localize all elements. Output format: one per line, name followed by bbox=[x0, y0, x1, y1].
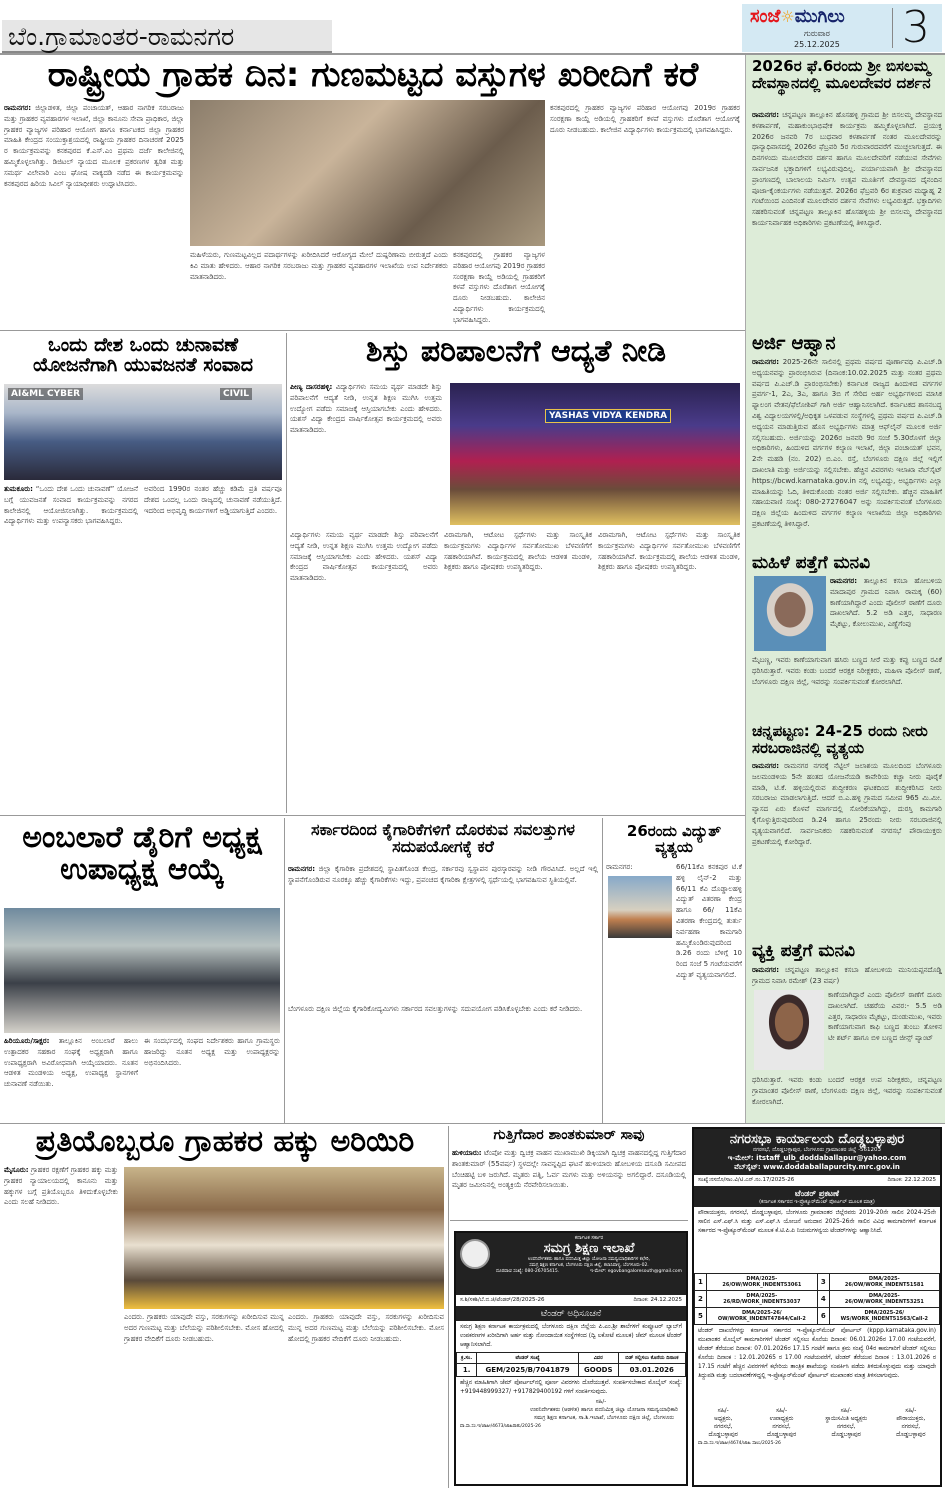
divider bbox=[0, 815, 745, 816]
ad-email: ಇ-ಮೇಲ್: itstaff_ulb_doddaballapur@yahoo.com bbox=[727, 1154, 907, 1162]
tender-footer: ಹೆಚ್ಚಿನ ಮಾಹಿತಿಗಾಗಿ ಜೆಮ್ ಪೋರ್ಟಲ್‌ನಲ್ಲಿ ಪೂರ್ಣ ವಿವರಗಳು ದೊರೆಯುತ್ತವೆ. ಸಂಪರ್ಕಿಸಬೇಕಾದ ಮೊಬೈಲ್ ಸಂಖ್ಯೆ: +919448999327/ +917829400192 ಗಳಿಗೆ ಸಂಪರ್ಕಿಸುವುದು. bbox=[460, 1380, 682, 1395]
divider bbox=[284, 818, 285, 1123]
karnataka-emblem-icon bbox=[460, 1239, 490, 1269]
signature: ಸಹಿ/- ಸ್ಥಾಯಿಸಮಿತಿ ಅಧ್ಯಕ್ಷರು ನಗರಸಭೆ, ದೊಡ್ಡಬಳ್ಳಾಪುರ bbox=[825, 1408, 868, 1438]
ad-ref-number: ಸಂಖ್ಯೆ:ನಸದೊ/ಸಾಂ.ವಿ/ಟಿ.ಎನ್.ನಂ.17/2025-26 bbox=[698, 1177, 795, 1183]
article-contractor-death-body: ಹುಳಿಯಾರು: ಟೆಂಪೋ ಮತ್ತು ದ್ವಿಚಕ್ರ ವಾಹನ ಮುಖಾಮುಖಿ ಡಿಕ್ಕಿಯಾಗಿ ದ್ವಿಚಕ್ರ ವಾಹನದಲ್ಲಿದ್ದ ಗುತ್ತಿಗೆದಾರ ಶಾಂತಕುಮಾರ್ (55ವರ್ಷ) ಸ್ಥಳದಲ್ಲೇ ಸಾವನ್ನಪ್ಪಿದ ಘಟನೆ ಹುಳಿಯಾರು ಹೋಬಳಿಯ ದಸೂಡಿ ಸಮೀಪದ ಬೆಂಚಿಹಟ್ಟಿ ಬಳಿ ಜರುಗಿದೆ. ಮೃತರು ಪತ್ನಿ, ಓರ್ವ ಮಗಳು ಮತ್ತು ಅಳಿಯನನ್ನು ಅಗಲಿದ್ದಾರೆ. ದಸೂಡಿಯಲ್ಲಿ ಮೃತರ ಜಮೀನಿನಲ್ಲಿ ಅಂತ್ಯಕ್ರಿಯೆ ನೆರವೇರಿಸಲಾಯಿತು. bbox=[452, 1149, 686, 1190]
ad-title: ಸಮಗ್ರ ಶಿಕ್ಷಣ ಇಲಾಖೆ bbox=[543, 1241, 635, 1256]
tender-table-header: ಕ್ರ.ಸಂ. ಟೆಂಡರ್ ಸಂಖ್ಯೆ ವಿವರ ಬಿಡ್ ಸಲ್ಲಿಸಲು ಕೊನೆಯ ದಿನಾಂಕ bbox=[457, 1353, 686, 1364]
ad-date: ದಿನಾಂಕ: 22.12.2025 bbox=[887, 1177, 936, 1183]
divider bbox=[448, 1126, 449, 1488]
tender-notice-subtitle: (ಕರ್ನಾಟಕ ಸರ್ಕಾರದ ಇ-ಪ್ರೊಕ್ಯೂರ್‌ಮೆಂಟ್ ಪೋರ್ಟಲ್ ಮೂಲಕ ಮಾತ್ರ) bbox=[759, 1199, 875, 1205]
article-one-nation-col2: ಅವರಿಂದ 1990ರ ನಂತರ ಹೆಚ್ಚು ಕಡಿಮೆ ಪ್ರತಿ ವರ್ಷವೂ ದೇಶದ ಒಂದಲ್ಲ ಒಂದು ರಾಜ್ಯದಲ್ಲಿ ಚುನಾವಣೆ ನಡೆಯುತ್ತಿದೆ. ಇದರಿಂದ ಅಭಿವೃದ್ಧಿ ಕಾರ್ಯಗಳಿಗೆ ಅಡ್ಡಿಯಾಗುತ್ತಿದೆ ಎಂದರು. bbox=[144, 485, 282, 515]
brief-missing-man-body-beside: ಕಾಣೆಯಾಗಿದ್ದಾರೆ ಎಂದು ಪೊಲೀಸ್ ಠಾಣೆಗೆ ದೂರು ದಾಖಲಾಗಿದೆ. ಚಹರೆಯ ವಿವರ:- 5.5 ಅಡಿ ಎತ್ತರ, ಸಾಧಾರಣ ಮೈಕಟ್ಟು, ದುಂಡುಮುಖ, ಇವರು ಕಾಣೆಯಾಗುವಾಗ ಕಾಫಿ ಬಣ್ಣದ ತುಂಬು ತೋಳಿನ ಟೀ ಶರ್ಟ್ ಹಾಗೂ ಬಿಳಿ ಬಣ್ಣದ ಜೀನ್ಸ್ ಪ್ಯಾಂಟ್ bbox=[828, 991, 942, 1043]
brief-missing-woman-body: ರಾಮನಗರ: ತಾಲ್ಲೂಕಿನ ಕಸಬಾ ಹೋಬಳಿಯ ಮಾದಾಪುರ ಗ್ರಾಮದ ನಿವಾಸಿ ರಾಮಕ್ಕ (60) ಕಾಣೆಯಾಗಿದ್ದಾರೆ ಎಂದು ಪೊಲೀಸ್ ಠಾಣೆಗೆ ದೂರು ದಾಖಲಾಗಿದೆ. 5.2 ಅಡಿ ಎತ್ತರ, ಸಾಧಾರಣ ಮೈಕಟ್ಟು, ಕೋಲುಮುಖ, ಎಣ್ಣೆಗೆಂಪು bbox=[830, 577, 942, 629]
indent-row: 1 DMA/2025-26/OW/WORK_INDENT53061 3 DMA/2025-26/OW/WORK_INDENT51581 bbox=[695, 1274, 940, 1291]
article-consumer-rights-col3: ಎಂದರು. ಗ್ರಾಹಕರು ಯಾವುದೇ ವಸ್ತು, ಸರಕುಗಳನ್ನು ಖರೀದಿಸುವ ಮುನ್ನ ಅದರ ಗುಣಮಟ್ಟ ಮತ್ತು ಬೆಲೆಯನ್ನು ಪರಿಶೀಲಿಸಬೇಕು. ಮೋಸ ಹೋದಲ್ಲಿ ಗ್ರಾಹಕರ ವೇದಿಕೆಗೆ ದೂರು ನೀಡಬಹುದು. bbox=[288, 1313, 444, 1343]
headline-contractor-death: ಗುತ್ತಿಗೆದಾರ ಶಾಂತಕುಮಾರ್ ಸಾವು bbox=[493, 1127, 645, 1143]
divider bbox=[286, 333, 287, 813]
sidebar-briefs bbox=[745, 55, 945, 1123]
brand-divider bbox=[892, 8, 893, 48]
page-number: 3 bbox=[902, 2, 930, 53]
signature: ಸಹಿ/- ಅಧ್ಯಕ್ಷರು, ನಗರಸಭೆ, ದೊಡ್ಡಬಳ್ಳಾಪುರ bbox=[708, 1408, 738, 1438]
headline-temple-darshan: 2026ರ ಫೆ.6ರಂದು ಶ್ರೀ ಬಿಸಲಮ್ಮ ದೇವಸ್ಥಾನದಲ್ಲಿ ಮೂಲದೇವರ ದರ್ಶನ bbox=[752, 57, 931, 92]
signatory: ಉಪನಿರ್ದೇಶಕರು (ಆಡಳಿತ) ಹಾಗೂ ಪದನಿಮಿತ್ತ ಜಿಲ್ಲಾ ಯೋಜನಾ ಸಮನ್ವಯಾಧಿಕಾರಿ ಸಮಗ್ರ ಶಿಕ್ಷಣ ಕರ್ನಾಟಕ, ಸಾ.ಶಿ.ಇಲಾಖೆ, ಬೆಂಗಳೂರು ದಕ್ಷಿಣ ಜಿಲ್ಲೆ, ಬೆಂಗಳೂರು bbox=[530, 1407, 678, 1421]
divider bbox=[0, 330, 745, 331]
ad-header: ನಗರಸಭಾ ಕಾರ್ಯಾಲಯ ದೊಡ್ಡಬಳ್ಳಾಪುರ ನಗರಸಭೆ, ದೊಡ್ಡಬಳ್ಳಾಪುರ, ಬೆಂಗಳೂರು ಗ್ರಾಮಾಂತರ ಜಿಲ್ಲೆ -561203 ಇ-ಮೇಲ್: itstaff_ulb_doddaballapur@yahoo.com ವೆಬ್‌ಸೈಟ್: www.doddaballapurcity.mrc.gov.in bbox=[694, 1129, 940, 1175]
ad-ref-number: ಸ.ಶಿ/ಸಕಶಿ/ಬೆ.ದ.ಜಿ/ಟೆಂಡರ್/28/2025-26 bbox=[460, 1297, 545, 1303]
brief-missing-man-body-cont: ಧರಿಸಿರುತ್ತಾರೆ. ಇವರು ಕಂಡು ಬಂದರೆ ಆರಕ್ಷಕ ಉಪ ನಿರೀಕ್ಷಕರು, ಚನ್ನಪಟ್ಟಣ ಗ್ರಾಮಾಂತರ ಪೊಲೀಸ್ ಠಾಣೆ, ಬೆಂಗಳೂರು ದಕ್ಷಿಣ ಜಿಲ್ಲೆ, ಇವರನ್ನು ಸಂಪರ್ಕಿಸುವಂತೆ ಕೋರಲಾಗಿದೆ. bbox=[752, 1076, 942, 1106]
article-discipline-col3: ವಿರಾಮಗಾಗಿ, ಆಟೋಟ ಸ್ಪರ್ಧೆಗಳು ಮತ್ತು ಸಾಂಸ್ಕೃತಿಕ ಕಾರ್ಯಕ್ರಮಗಳು ವಿದ್ಯಾರ್ಥಿಗಳ ಸರ್ವತೋಮುಖ ಬೆಳವಣಿಗೆಗೆ ಸಹಕಾರಿಯಾಗಿವೆ. ಕಾರ್ಯಕ್ರಮದಲ್ಲಿ ಶಾಲೆಯ ಆಡಳಿತ ಮಂಡಳಿ, ಶಿಕ್ಷಕರು ಹಾಗೂ ಪೋಷಕರು ಉಪಸ್ಥಿತರಿದ್ದರು. bbox=[598, 531, 740, 572]
article-power-cut-dateline: ರಾಮನಗರ: bbox=[606, 863, 633, 871]
indent-table bbox=[694, 1273, 940, 1325]
article-discipline-intro: ಪೀಣ್ಯ ದಾಸರಹಳ್ಳಿ: ವಿದ್ಯಾರ್ಥಿಗಳು ಸಮಯ ವ್ಯರ್ಥ ಮಾಡದೇ ಶಿಸ್ತು ಪರಿಪಾಲನೆಗೆ ಆದ್ಯತೆ ನೀಡಿ, ಉನ್ನತ ಶಿಕ್ಷಣ ಮುಗಿಸಿ ಉತ್ತಮ ಉದ್ಯೋಗ ಪಡೆದು ಸಮಾಜಕ್ಕೆ ಆಸ್ತಿಯಾಗಬೇಕು ಎಂದು ಹೇಳಿದರು. ಯಶಸ್ ವಿದ್ಯಾ ಕೇಂದ್ರದ ವಾರ್ಷಿಕೋತ್ಸವ ಕಾರ್ಯಕ್ರಮದಲ್ಲಿ ಅವರು ಮಾತನಾಡಿದರು. bbox=[290, 383, 442, 435]
issue-date: 25.12.2025 bbox=[794, 40, 840, 49]
divider bbox=[450, 1220, 688, 1221]
article-consumer-day-col2b: ಕನಕಪುರದಲ್ಲಿ ಗ್ರಾಹಕರ ವ್ಯಾಜ್ಯಗಳ ಪರಿಹಾರ ಆಯೋಗವು 2019ರ ಗ್ರಾಹಕರ ಸಂರಕ್ಷಣಾ ಕಾಯ್ದೆ ಅಡಿಯಲ್ಲಿ ಗ್ರಾಹಕರಿಗೆ ಕಳಪೆ ವಸ್ತುಗಳು ದೊರೆತಾಗ ಆಯೋಗಕ್ಕೆ ದೂರು ನೀಡಬಹುದು. ಕಾಲೇಜಿನ ವಿದ್ಯಾರ್ಥಿಗಳು ಕಾರ್ಯಕ್ರಮದಲ್ಲಿ ಭಾಗವಹಿಸಿದ್ದರು. bbox=[453, 251, 545, 324]
headline-dairy-election: ಅಂಬಲಾರೆ ಡೈರಿಗೆ ಅಧ್ಯಕ್ಷ ಉಪಾಧ್ಯಕ್ಷ ಆಯ್ಕೆ bbox=[22, 820, 262, 887]
article-dairy-col2: ಈ ಸಂದರ್ಭದಲ್ಲಿ ಸಂಘದ ನಿರ್ದೇಶಕರು ಹಾಗೂ ಗ್ರಾಮಸ್ಥರು ಹಾಜರಿದ್ದು ನೂತನ ಅಧ್ಯಕ್ಷ ಮತ್ತು ಉಪಾಧ್ಯಕ್ಷರನ್ನು ಅಭಿನಂದಿಸಿದರು. bbox=[144, 1037, 280, 1067]
palm-sun-icon: ☼ bbox=[780, 7, 795, 26]
article-dairy-col1: ಹಿರಿಯೂರು/ಸಾಕ್ಷರ: ತಾಲ್ಲೂಕಿನ ಅಂಬಲಾರೆ ಹಾಲು ಉತ್ಪಾದಕರ ಸಹಕಾರ ಸಂಘಕ್ಕೆ ಅಧ್ಯಕ್ಷರಾಗಿ ಹಾಗೂ ಉಪಾಧ್ಯಕ್ಷರಾಗಿ ಅವಿರೋಧವಾಗಿ ಆಯ್ಕೆಯಾದರು. ನೂತನ ಆಡಳಿತ ಮಂಡಳಿಯ ಅಧ್ಯಕ್ಷ, ಉಪಾಧ್ಯಕ್ಷ ಸ್ಥಾನಗಳಿಗೆ ಚುನಾವಣೆ ನಡೆಯಿತು. bbox=[4, 1037, 138, 1089]
divider bbox=[602, 818, 603, 1123]
headline-missing-woman: ಮಹಿಳೆ ಪತ್ತೆಗೆ ಮನವಿ bbox=[752, 553, 871, 573]
article-power-cut-body: 66/11ಕೆವಿ ಕನಕಪುರ ಟಿ.ಕೆ ಹಳ್ಳಿ ಲೈನ್-2 ಮತ್ತು 66/11 ಕೆವಿ ದೊಡ್ಡಾಲಹಳ್ಳಿ ವಿದ್ಯುತ್ ವಿತರಣಾ ಕೇಂದ್ರ ಹಾಗೂ 66/ 11ಕೆವಿ ವಿತರಣಾ ಕೇಂದ್ರದಲ್ಲಿ ತುರ್ತು ನಿರ್ವಹಣಾ ಕಾಮಗಾರಿ ಹಮ್ಮಿಕೊಂಡಿರುವುದರಿಂದ ಡಿ.26 ರಂದು ಬೆಳಿಗ್ಗೆ 10 ರಿಂದ ಸಂಜೆ 5 ಗಂಟೆಯವರೆಗೆ ವಿದ್ಯುತ್ ವ್ಯತ್ಯಯವಾಗಲಿದೆ. bbox=[676, 863, 742, 979]
photo-missing-man bbox=[754, 990, 824, 1070]
brief-missing-man-body: ರಾಮನಗರ: ಚನ್ನಪಟ್ಟಣ ತಾಲ್ಲೂಕಿನ ಕಸಬಾ ಹೋಬಳಿಯ ಮುನಿಯಪ್ಪನದೊಡ್ಡಿ ಗ್ರಾಮದ ನಿವಾಸಿ ರಮೇಶ್ (23 ವರ್ಷ) bbox=[752, 966, 942, 985]
tender-notice-title: ಟೆಂಡರ್ ಅಧಿಸೂಚನೆ bbox=[456, 1307, 686, 1321]
article-consumer-rights-col2: ಎಂದರು. ಗ್ರಾಹಕರು ಯಾವುದೇ ವಸ್ತು, ಸರಕುಗಳನ್ನು ಖರೀದಿಸುವ ಮುನ್ನ ಅದರ ಗುಣಮಟ್ಟ ಮತ್ತು ಬೆಲೆಯನ್ನು ಪರಿಶೀಲಿಸಬೇಕು. ಮೋಸ ಹೋದಲ್ಲಿ ಗ್ರಾಹಕರ ವೇದಿಕೆಗೆ ದೂರು ನೀಡಬಹುದು. bbox=[124, 1313, 284, 1343]
photo-missing-woman bbox=[754, 576, 826, 651]
article-one-nation-col1: ತುಮಕೂರು: “ಒಂದು ದೇಶ ಒಂದು ಚುನಾವಣೆ” ಯೋಜನೆ ಬಗ್ಗೆ ಯುವಜನತೆ ಸಂವಾದ ಕಾರ್ಯಕ್ರಮವನ್ನು ನಗರದ ಕಾಲೇಜಿನಲ್ಲಿ ಆಯೋಜಿಸಲಾಗಿತ್ತು. ಕಾರ್ಯಕ್ರಮದಲ್ಲಿ ವಿದ್ಯಾರ್ಥಿಗಳು ಮತ್ತು ಉಪನ್ಯಾಸಕರು ಭಾಗವಹಿಸಿದ್ದರು. bbox=[4, 485, 138, 526]
photo-youth-dialogue: AI&ML CYBER CIVIL bbox=[4, 384, 282, 480]
headline-power-cut: 26ರಂದು ವಿದ್ಯುತ್ ವ್ಯತ್ಯಯ bbox=[626, 822, 722, 856]
photo-power-towers bbox=[608, 876, 672, 938]
tender-notice-title: ಟೆಂಡರ್ ಪ್ರಕಟಣೆ bbox=[795, 1189, 839, 1198]
headline-consumer-day: ರಾಷ್ಟ್ರೀಯ ಗ್ರಾಹಕ ದಿನ: ಗುಣಮಟ್ಟದ ವಸ್ತುಗಳ ಖರೀದಿಗೆ ಕರೆ bbox=[47, 55, 699, 95]
headline-water-supply: ಚನ್ನಪಟ್ಟಣ: 24-25 ರಂದು ನೀರು ಸರಬರಾಜಿನಲ್ಲಿ ವ್ಯತ್ಯಯ bbox=[752, 722, 928, 757]
article-industries-col2: ಬೆಂಗಳೂರು ದಕ್ಷಿಣ ಜಿಲ್ಲೆಯ ಕೈಗಾರಿಕೋದ್ಯಮಿಗಳು ಸರ್ಕಾರದ ಸವಲತ್ತುಗಳನ್ನು ಸದುಪಯೋಗ ಪಡಿಸಿಕೊಳ್ಳಬೇಕು ಎಂದು ಕರೆ ನೀಡಿದರು. bbox=[288, 1005, 583, 1013]
tender-table bbox=[456, 1352, 686, 1377]
photo-consumer-day-event bbox=[190, 100, 545, 246]
headline-one-nation-one-election: ಒಂದು ದೇಶ ಒಂದು ಚುನಾವಣೆ ಯೋಜನೆಗಾಗಿ ಯುವಜನತೆ ಸಂವಾದ bbox=[33, 334, 253, 376]
headline-missing-man: ವ್ಯಕ್ತಿ ಪತ್ತೆಗೆ ಮನವಿ bbox=[752, 941, 855, 961]
article-discipline-col2: ವಿರಾಮಗಾಗಿ, ಆಟೋಟ ಸ್ಪರ್ಧೆಗಳು ಮತ್ತು ಸಾಂಸ್ಕೃತಿಕ ಕಾರ್ಯಕ್ರಮಗಳು ವಿದ್ಯಾರ್ಥಿಗಳ ಸರ್ವತೋಮುಖ ಬೆಳವಣಿಗೆಗೆ ಸಹಕಾರಿಯಾಗಿವೆ. ಕಾರ್ಯಕ್ರಮದಲ್ಲಿ ಶಾಲೆಯ ಆಡಳಿತ ಮಂಡಳಿ, ಶಿಕ್ಷಕರು ಹಾಗೂ ಪೋಷಕರು ಉಪಸ್ಥಿತರಿದ್ದರು. bbox=[444, 531, 592, 572]
photo-consumer-rights-event bbox=[124, 1167, 444, 1309]
tender-intro: ಪೌರಾಯುಕ್ತರು, ನಗರಸಭೆ, ದೊಡ್ಡಬಳ್ಳಾಪುರ, ಬೆಂಗಳೂರು ಗ್ರಾಮಾಂತರ ಜಿಲ್ಲೆರವರು 2019-20ನೇ ಸಾಲಿನ 2024-25ನೇ ಸಾಲಿನ ಎಸ್.ಎಫ್.ಸಿ ಮತ್ತು ಎಸ್.ಎಫ್.ಸಿ ಯೋಜನೆ ಅನುದಾನ 2025-26ನೇ ಸಾಲಿನ ವಿವಿಧ ಕಾಮಗಾರಿಗಳಿಗೆ ಕರ್ನಾಟಕ ಸರ್ಕಾರದ ಇ-ಪ್ರೊಕ್ಯೂರ್‌ಮೆಂಟ್ ಮೂಲಕ ಕೆ.ಟಿ.ಪಿ.ಪಿ ನಿಯಮಗಳನ್ವಯ ಟೆಂಡರ್‌ಗಳನ್ನು ಆಹ್ವಾನಿಸಿದೆ. bbox=[698, 1210, 936, 1234]
ad-samagra-shikshana-tender bbox=[454, 1231, 688, 1486]
brief-temple-body: ರಾಮನಗರ: ಚನ್ನಪಟ್ಟಣ ತಾಲ್ಲೂಕಿನ ಹೊಸಹಳ್ಳಿ ಗ್ರಾಮದ ಶ್ರೀ ಬಿಸಲಮ್ಮ ದೇವಸ್ಥಾನದ ಕಳಶಾರ್ಪಣೆ, ಮಹಾಕುಂಭಾಭಿಷೇಕ ಕಾರ್ಯಕ್ರಮ ಹಮ್ಮಿಕೊಳ್ಳಲಾಗಿದೆ. ಪ್ರಯುಕ್ತ 2026ರ ಜನವರಿ 7ರ ಬುಧವಾರ ಕಳಶಾರ್ಪಣೆ ನಂತರ ಮೂಲದೇವರನ್ನು ಧಾನ್ಯಾಧಿವಾಸದಲ್ಲಿ 2026ರ ಫೆಬ್ರವರಿ 5ರ ಗುರುವಾರದವರೆಗೆ ಮುಚ್ಚಲಾಗುತ್ತದೆ. ಈ ದಿನಗಳಂದು ಮೂಲದೇವರ ದರ್ಶನ ಹಾಗೂ ಮೂಲದೇವರಿಗೆ ನಡೆಯುವ ಸೇವೆಗಳು ಸಾರ್ವಜನಿಕ ಭಕ್ತಾದಿಗಳಿಗೆ ಲಭ್ಯವಿರುವುದಿಲ್ಲ. ಪರ್ಯಾಯವಾಗಿ ಶ್ರೀ ದೇವಸ್ಥಾನದ ಪ್ರಾಂಗಣದಲ್ಲಿ ಬಾಲಾಲಯ ನಿರ್ಮಿಸಿ ಉತ್ಸವ ಮೂರ್ತಿಗೆ ದೇವಸ್ಥಾನದ ದೈನಂದಿನ ಪೂಜಾ-ಕೈಂಕರ್ಯಗಳು ನಡೆಯುತ್ತವೆ. 2026ರ ಫೆಬ್ರವರಿ 6ರ ಶುಕ್ರವಾರ ಮಧ್ಯಾಹ್ನ 2 ಗಂಟೆಯಿಂದ ಎಂದಿನಂತೆ ಮೂಲದೇವರ ದರ್ಶನ ಸೇವೆಗಳು ಲಭ್ಯವಿರುತ್ತದೆ. ಭಕ್ತಾದಿಗಳು ಸಹಕರಿಸುವಂತೆ ಚನ್ನಪಟ್ಟಣ ತಾಲ್ಲೂಕಿನ ಹೊಸಹಳ್ಳಿಯ ಶ್ರೀ ಬಿಸಲಮ್ಮ ದೇವಸ್ಥಾನದ ಕಾರ್ಯನಿರ್ವಾಹಕ ಅಧಿಕಾರಿಗಳು ಪ್ರಕಟಣೆಯಲ್ಲಿ ತಿಳಿಸಿದ್ದಾರೆ. bbox=[752, 111, 942, 227]
headline-application-invitation: ಅರ್ಜಿ ಆಹ್ವಾನ bbox=[752, 333, 836, 354]
headline-industries: ಸರ್ಕಾರದಿಂದ ಕೈಗಾರಿಕೆಗಳಿಗೆ ದೊರಕುವ ಸವಲತ್ತುಗಳ ಸದುಪಯೋಗಕ್ಕೆ ಕರೆ bbox=[311, 820, 575, 856]
ad-date: ದಿನಾಂಕ: 24.12.2025 bbox=[633, 1297, 682, 1303]
ad-website: ವೆಬ್‌ಸೈಟ್: www.doddaballapurcity.mrc.gov.in bbox=[734, 1163, 900, 1171]
page-masthead bbox=[0, 0, 945, 55]
ad-header: ಕರ್ನಾಟಕ ಸರ್ಕಾರ ಸಮಗ್ರ ಶಿಕ್ಷಣ ಇಲಾಖೆ ಉಪನಿರ್ದೇಶಕರು ಹಾಗೂ ಪದನಿಮಿತ್ತ ಜಿಲ್ಲಾ ಯೋಜನಾ ಸಮನ್ವಯಾಧಿಕಾರಿಗಳ ಕಛೇರಿ, ಸಮಗ್ರ ಶಿಕ್ಷಣ ಕರ್ನಾಟಕ, ಬೆಂಗಳೂರು ದಕ್ಷಿಣ ಜಿಲ್ಲೆ, ಕಲಾಸಿಪಾಳ್ಯ, ಬೆಂಗಳೂರು-02. ದೂರವಾಣಿ ಸಂಖ್ಯೆ: 080-26705415. ಇ-ಮೇಲ್: egovbangaloresouth@gmail.com bbox=[456, 1233, 686, 1295]
tender-notice-body: ಸಮಗ್ರ ಶಿಕ್ಷಣ ಕರ್ನಾಟಕ ಕಾರ್ಯಕ್ರಮದಲ್ಲಿ ಬೆಂಗಳೂರು ದಕ್ಷಿಣ ಜಿಲ್ಲೆಯ ಪಿ.ಎಂ.ಶ್ರೀ ಶಾಲೆಗಳಿಗೆ ಕಂಪ್ಯೂಟರ್ ಲ್ಯಾಬ್‌ಗೆ ಉಪಕರಣಗಳ ಖರೀದಿಗಾಗಿ ಅರ್ಹ ಮತ್ತು ನೋಂದಾಯಿತ ಸಂಸ್ಥೆಗಳಿಂದ (ದ್ವಿ ಲಕೋಟೆ ಮೂಲಕ) ಜೆಮ್ ಮೂಲಕ ಟೆಂಡರ್ ಆಹ್ವಾನಿಸಲಾಗಿದೆ. bbox=[460, 1324, 682, 1348]
article-consumer-day-col1: ರಾಮನಗರ: ಜಿಲ್ಲಾಡಳಿತ, ಜಿಲ್ಲಾ ಪಂಚಾಯತ್, ಆಹಾರ ನಾಗರಿಕ ಸರಬರಾಜು ಮತ್ತು ಗ್ರಾಹಕರ ವ್ಯವಹಾರಗಳ ಇಲಾಖೆ, ಜಿಲ್ಲಾ ಕಾನೂನು ಸೇವಾ ಪ್ರಾಧಿಕಾರ, ಜಿಲ್ಲಾ ಗ್ರಾಹಕರ ವ್ಯಾಜ್ಯಗಳ ಪರಿಹಾರ ಆಯೋಗ ಹಾಗೂ ಕರ್ನಾಟಕದ ಜಿಲ್ಲಾ ಗ್ರಾಹಕರ ಮಾಹಿತಿ ಕೇಂದ್ರದ ಸಂಯುಕ್ತಾಶ್ರಯದಲ್ಲಿ ರಾಷ್ಟ್ರೀಯ ಗ್ರಾಹಕರ ದಿನಾಚರಣೆ 2025 ರ ಕಾರ್ಯಕ್ರಮವನ್ನು ಕನಕಪುರದ ಕೆ.ಎಸ್.ಎಂ ಪ್ರಥಮ ದರ್ಜೆ ಕಾಲೇಜಿನಲ್ಲಿ ಹಮ್ಮಿಕೊಳ್ಳಲಾಗಿತ್ತು. ಡಿಜಿಟಲ್ ನ್ಯಾಯದ ಮೂಲಕ ಪ್ರಕರಣಗಳ ತ್ವರಿತ ಮತ್ತು ಸಮರ್ಥ ವಿಲೇವಾರಿ ಎಂಬ ಘೋಷ ವಾಕ್ಯದಡಿ ನಡೆದ ಈ ಕಾರ್ಯಕ್ರಮವನ್ನು ಕನಕಪುರದ ಹಿರಿಯ ಸಿವಿಲ್ ನ್ಯಾಯಾಧೀಶರು ಉದ್ಘಾಟಿಸಿದರು. bbox=[4, 104, 184, 188]
brief-application-body: ರಾಮನಗರ: 2025-26ನೇ ಸಾಲಿನಲ್ಲಿ ಪ್ರಥಮ ವರ್ಷದ ಪೂರ್ಣಾವಧಿ ಪಿ.ಎಚ್.ಡಿ ಅಧ್ಯಯನವನ್ನು ಪ್ರಾರಂಭಿಸಿರುವ (ದಿನಾಂಕ:10.02.2025 ಮತ್ತು ನಂತರ ಪ್ರಥಮ ವರ್ಷದ ಪಿ.ಎಚ್.ಡಿ ಪ್ರಾರಂಭಿಸಬೇಕು) ಕರ್ನಾಟಕ ರಾಜ್ಯದ ಹಿಂದುಳಿದ ವರ್ಗಗಳ ಪ್ರವರ್ಗ-1, 2ಎ, 3ಎ, ಹಾಗೂ 3ಬಿ ಗೆ ಸೇರಿದ ಅರ್ಹ ಅಭ್ಯರ್ಥಿಗಳಿಂದ ಮಾಸಿಕ ಫ್ಯಾಲಂಗ ವೇತನ/ಫೆಲೋಶಿಪ್ ಗಾಗಿ ಅರ್ಜಿ ಆಹ್ವಾನಿಸಲಾಗಿದೆ. ಕರ್ನಾಟಕದ ಶಾಸನಬದ್ಧ ವಿಶ್ವ ವಿದ್ಯಾಲಯಗಳಲ್ಲಿ/ಅಧಿಕೃತ ಒಳಪಡುವ ಸಂಸ್ಥೆಗಳಲ್ಲಿ ಪ್ರಥಮ ವರ್ಷದ ಪಿ.ಎಚ್.ಡಿ ಅಧ್ಯಯನ ಮಾಡುತ್ತಿರುವ ಹೊಸ ಅಭ್ಯರ್ಥಿಗಳು ಮಾತ್ರ ಆಫ್‌ಲೈನ್ ಮೂಲಕ ಅರ್ಜಿ ಸಲ್ಲಿಸಬಹುದು. ಅರ್ಜಿಯನ್ನು 2026ರ ಜನವರಿ 9ರ ಸಂಜೆ 5.30ರೊಳಗೆ ಜಿಲ್ಲಾ ಅಧಿಕಾರಿಗಳು, ಹಿಂದುಳಿದ ವರ್ಗಗಳ ಕಲ್ಯಾಣ ಇಲಾಖೆ, ಜಿಲ್ಲಾ ಪಂಚಾಯತ್ ಭವನ, 2ನೇ ಮಹಡಿ (ನಂ. 202) ಬಿ.ಎಂ. ರಸ್ತೆ, ಬೆಂಗಳೂರು ದಕ್ಷಿಣ ಜಿಲ್ಲೆ ಇಲ್ಲಿಗೆ ದಾಖಲಾತಿ ಮತ್ತು ಅರ್ಜಿಯನ್ನು ಸಲ್ಲಿಸಬೇಕು. ಹೆಚ್ಚಿನ ವಿವರಗಳು ಇಲಾಖಾ ವೆಬ್‌ಸೈಟ್ https://bcwd.karnataka.gov.in ನಲ್ಲಿ ಲಭ್ಯವಿದ್ದು, ಅಭ್ಯರ್ಥಿಗಳು ಎಲ್ಲಾ ಮಾಹಿತಿಯನ್ನು ಓದಿ, ತಿಳಿದುಕೊಂಡು ನಂತರ ಅರ್ಜಿ ಸಲ್ಲಿಸಬೇಕು. ಹೆಚ್ಚಿನ ಮಾಹಿತಿಗೆ ಸಹಾಯವಾಣಿ ಸಂಖ್ಯೆ: 080-27276047 ಅನ್ನು ಸಂಪರ್ಕಿಸುವಂತೆ ಬೆಂಗಳೂರು ದಕ್ಷಿಣ ಜಿಲ್ಲೆಯ ಹಿಂದುಳಿದ ವರ್ಗಗಳ ಕಲ್ಯಾಣ ಇಲಾಖೆಯ ಜಿಲ್ಲಾ ಅಧಿಕಾರಿಗಳು ಪ್ರಕಟಣೆಯಲ್ಲಿ ತಿಳಿಸಿದ್ದಾರೆ. bbox=[752, 358, 942, 528]
tender-body: ಟೆಂಡರ್ ದಾಖಲೆಗಳನ್ನು ಕರ್ನಾಟಕ ಸರ್ಕಾರದ ಇ-ಪ್ರೊಕ್ಯೂರ್‌ಮೆಂಟ್ ಪೋರ್ಟಲ್ (kppp.karnataka.gov.in) ಮುಖಾಂತರ ಮೊಬೈಲ್ ಕಾಮಗಾರಿಗಳಿಗೆ ಟೆಂಡರ್ ಸಲ್ಲಿಸಲು ಕೊನೆಯ ದಿನಾಂಕ: 06.01.2026ರ 17.00 ಗಂಟೆಯವರೆಗೆ, ಟೆಂಡರ್ ತೆರೆಯುವ ದಿನಾಂಕ: 07.01.2026ರ 17.15 ಗಂಟೆಗೆ ಹಾಗೂ ಕ್ರಮ ಸಂಖ್ಯೆ 04ರ ಕಾಮಗಾರಿಗೆ ಟೆಂಡರ್ ಸಲ್ಲಿಸಲು ಕೊನೆಯ ದಿನಾಂಕ : 12.01.20265 ರ 17.00 ಗಂಟೆಯವರೆಗೆ, ಟೆಂಡರ್ ತೆರೆಯುವ ದಿನಾಂಕ : 13.01.2026 ರ 17.15 ಗಂಟೆಗೆ ಹೆಚ್ಚಿನ ವಿವರಗಳಿಗೆ ಕಛೇರಿಯ ತಾಂತ್ರಿಕ ಶಾಖೆಯನ್ನು ಸಂಪರ್ಕಿಸಿ ಪಡೆದು ತಿಳಿದುಕೊಳ್ಳುವುದು ಮತ್ತು ಯಾವುದೇ ತಿದ್ದುಪಡಿ ಮತ್ತು ಬದಲಾವಣೆಗಳಿದ್ದಲ್ಲಿ ಇ-ಪ್ರೊಕ್ಯೂರ್‌ಮೆಂಟ್ ಪೋರ್ಟಲ್ ಮುಖಾಂತರ ಮಾತ್ರ ತಿಳಿಸಲಾಗುವುದು. bbox=[698, 1328, 936, 1379]
photo-dairy-members bbox=[4, 908, 280, 1033]
newspaper-brand bbox=[742, 4, 942, 52]
brief-missing-woman-body-cont: ಮೈಬಣ್ಣ, ಇವರು ಕಾಣೆಯಾಗುವಾಗ ಹಸಿರು ಬಣ್ಣದ ಸೀರೆ ಮತ್ತು ಕಪ್ಪು ಬಣ್ಣದ ರವಿಕೆ ಧರಿಸಿರುತ್ತಾರೆ. ಇವರು ಕಂಡು ಬಂದರೆ ಆರಕ್ಷಕ ನಿರೀಕ್ಷಕರು, ಮಹಿಳಾ ಪೊಲೀಸ್ ಠಾಣೆ, ಬೆಂಗಳೂರು ದಕ್ಷಿಣ ಜಿಲ್ಲೆ, ಇವರನ್ನು ಸಂಪರ್ಕಿಸುವಂತೆ ಕೋರಲಾಗಿದೆ. bbox=[752, 656, 942, 686]
signature-label: ಸಹಿ/- bbox=[595, 1399, 607, 1405]
section-title: ಬೆಂ.ಗ್ರಾಮಾಂತರ-ರಾಮನಗರ bbox=[2, 20, 332, 54]
dipr-number: ವಾ.ಸಾ.ಸಂ.ಇ/ಜಾಹೀ/4673/ಜಾಹಿರಾತು/2025-26 bbox=[460, 1424, 541, 1429]
signature-block bbox=[694, 1407, 940, 1439]
article-industries-col1: ರಾಮನಗರ: ಜಿಲ್ಲಾ ಕೈಗಾರಿಕಾ ಪ್ರದೇಶದಲ್ಲಿ ಸ್ಥಾಪಿತಗೊಂಡ ಕೇಂದ್ರ, ಸರ್ಕಾರವು ಸ್ವಸ್ಥಾಪನ ಪುರಸ್ಕಾರವನ್ನು ನೀಡಿ ಗೌರವಿಸಿದೆ. ಅಲ್ಲದೆ ಇಲ್ಲಿ ಸ್ಥಾಪನೆಗೊಂಡಿರುವ ನೂರಕ್ಕೂ ಹೆಚ್ಚು ಕೈಗಾರಿಕೆಗಳು ಇದ್ದು, ಪ್ರಪಂಚದ ಕೈಗಾರಿಕಾ ಕ್ಷೇತ್ರಗಳಲ್ಲಿ ಸ್ಪರ್ಧೆಯಲ್ಲಿ ಭಾಗವಹಿಸುವ ಸ್ಥಿತಿಯಲ್ಲಿವೆ. bbox=[288, 865, 598, 884]
indent-row: 5 DMA/2025-26/ OW/WORK_INDENT47844/Call-2 6 DMA/2025-26/ WS/WORK_INDENT51563/Call-2 bbox=[695, 1308, 940, 1325]
article-consumer-day-col2: ಮಹಿಳೆಯರು, ಗುಣಮಟ್ಟವಿಲ್ಲದ ಪದಾರ್ಥಗಳನ್ನು ಖರೀದಿಸಿದರೆ ಆರೋಗ್ಯದ ಮೇಲೆ ದುಷ್ಪರಿಣಾಮ ಬೀರುತ್ತದೆ ಎಂದು ಕಿವಿ ಮಾತು ಹೇಳಿದರು. ಆಹಾರ ನಾಗರಿಕ ಸರಬರಾಜು ಮತ್ತು ಗ್ರಾಹಕರ ವ್ಯವಹಾರಗಳ ಇಲಾಖೆಯ ಉಪ ನಿರ್ದೇಶಕರು ಮಾತನಾಡಿದರು. bbox=[190, 251, 448, 281]
ad-title: ನಗರಸಭಾ ಕಾರ್ಯಾಲಯ ದೊಡ್ಡಬಳ್ಳಾಪುರ bbox=[729, 1132, 905, 1147]
tender-table-row: 1. GEM/2025/B/7041879 GOODS 03.01.2026 bbox=[457, 1364, 686, 1377]
brand-logo: ಸಂಜೆ☼ಮುಗಿಲು bbox=[750, 6, 845, 27]
photo-yashas-vidya-kendra: YASHAS VIDYA KENDRA bbox=[450, 383, 740, 525]
signature: ಸಹಿ/- ಪೌರಾಯುಕ್ತರು, ನಗರಸಭೆ, ದೊಡ್ಡಬಳ್ಳಾಪುರ bbox=[896, 1408, 926, 1438]
article-consumer-rights-col1: ಮೈಸೂರು: ಗ್ರಾಹಕರ ರಕ್ಷಣೆಗೆ ಗ್ರಾಹಕರ ಹಕ್ಕು ಮತ್ತು ಗ್ರಾಹಕರ ನ್ಯಾಯಾಲಯದಲ್ಲಿ ಕಾನೂನು ಮತ್ತು ಹಕ್ಕುಗಳ ಬಗ್ಗೆ ಪ್ರತಿಯೊಬ್ಬರೂ ತಿಳಿದುಕೊಳ್ಳಬೇಕು ಎಂದು ಸಲಹೆ ನೀಡಿದರು. bbox=[4, 1166, 118, 1207]
signature: ಸಹಿ/- ಉಪಾಧ್ಯಕ್ಷರು ನಗರಸಭೆ, ದೊಡ್ಡಬಳ್ಳಾಪುರ bbox=[766, 1408, 797, 1438]
article-consumer-day-col3: ಕನಕಪುರದಲ್ಲಿ ಗ್ರಾಹಕರ ವ್ಯಾಜ್ಯಗಳ ಪರಿಹಾರ ಆಯೋಗವು 2019ರ ಗ್ರಾಹಕರ ಸಂರಕ್ಷಣಾ ಕಾಯ್ದೆ ಅಡಿಯಲ್ಲಿ ಗ್ರಾಹಕರಿಗೆ ಕಳಪೆ ವಸ್ತುಗಳು ದೊರೆತಾಗ ಆಯೋಗಕ್ಕೆ ದೂರು ನೀಡಬಹುದು. ಕಾಲೇಜಿನ ವಿದ್ಯಾರ್ಥಿಗಳು ಕಾರ್ಯಕ್ರಮದಲ್ಲಿ ಭಾಗವಹಿಸಿದ್ದರು. bbox=[550, 104, 740, 134]
headline-consumer-rights: ಪ್ರತಿಯೊಬ್ಬರೂ ಗ್ರಾಹಕರ ಹಕ್ಕು ಅರಿಯಿರಿ bbox=[35, 1124, 415, 1159]
ad-nagarasabha-tender bbox=[692, 1127, 942, 1487]
article-discipline-col1: ವಿದ್ಯಾರ್ಥಿಗಳು ಸಮಯ ವ್ಯರ್ಥ ಮಾಡದೇ ಶಿಸ್ತು ಪರಿಪಾಲನೆಗೆ ಆದ್ಯತೆ ನೀಡಿ, ಉನ್ನತ ಶಿಕ್ಷಣ ಮುಗಿಸಿ ಉತ್ತಮ ಉದ್ಯೋಗ ಪಡೆದು ಸಮಾಜಕ್ಕೆ ಆಸ್ತಿಯಾಗಬೇಕು ಎಂದು ಹೇಳಿದರು. ಯಶಸ್ ವಿದ್ಯಾ ಕೇಂದ್ರದ ವಾರ್ಷಿಕೋತ್ಸವ ಕಾರ್ಯಕ್ರಮದಲ್ಲಿ ಅವರು ಮಾತನಾಡಿದರು. bbox=[290, 531, 438, 583]
headline-discipline: ಶಿಸ್ತು ಪರಿಪಾಲನೆಗೆ ಆದ್ಯತೆ ನೀಡಿ bbox=[365, 334, 667, 369]
indent-row: 2 DMA/2025-26/RD/WORK_INDENT53037 4 DMA/2025-26/OW/WORK_INDENT53251 bbox=[695, 1291, 940, 1308]
dipr-number: ವಾ.ಸಾ.ಸಂ.ಇ/ಜಾಹೀ/4674/ಜಾಹಿ ಸಾಲು/2025-26 bbox=[698, 1441, 781, 1446]
brief-water-supply-body: ರಾಮನಗರ: ರಾಮನಗರ ನಗರಕ್ಕೆ ನೆಟ್ಟಿಲ್ ಜಲಾಶಯ ಮೂಲದಿಂದ ಬೆಂಗಳೂರು ಜಲಮಂಡಳಿಯ 5ನೇ ಹಂತದ ಯೋಜನೆಯಡಿ ಕಾವೇರಿಯ ಕಚ್ಚಾ ನೀರು ಪೂರೈಕೆ ಮಾಡಿ, ಟಿ.ಕೆ. ಹಳ್ಳಿಯಲ್ಲಿರುವ ಶುದ್ಧೀಕರಣ ಘಟಕದಿಂದ ಶುದ್ಧೀಕರಿಸಿದ ನೀರು ಸರಬರಾಜು ಮಾಡಲಾಗುತ್ತಿದೆ. ಆದರೆ ಬಿ.ಎ.ಹಳ್ಳಿ ಗ್ರಾಮದ ಸಮೀಪ 965 ಮಿ.ಮೀ. ವ್ಯಾಸದ ಏರು ಕೊಳವೆ ಮಾರ್ಗದಲ್ಲಿ ಸೋರಿಕೆಯಾಗಿದ್ದು, ದುರಸ್ತಿ ಕಾಮಗಾರಿ ಕೈಗೊಳ್ಳುತ್ತಿರುವುದರಿಂದ ಡಿ.24 ಹಾಗೂ 25ರಂದು ನೀರು ಸರಬರಾಜಿನಲ್ಲಿ ವ್ಯತ್ಯಯವಾಗಲಿದೆ. ಸಾರ್ವಜನಿಕರು ಸಹಕರಿಸುವಂತೆ ನಗರಸಭೆ ಪೌರಾಯುಕ್ತರು ಪ್ರಕಟಣೆಯಲ್ಲಿ ಕೋರಿದ್ದಾರೆ. bbox=[752, 762, 942, 846]
issue-day: ಗುರುವಾರ bbox=[804, 29, 830, 38]
